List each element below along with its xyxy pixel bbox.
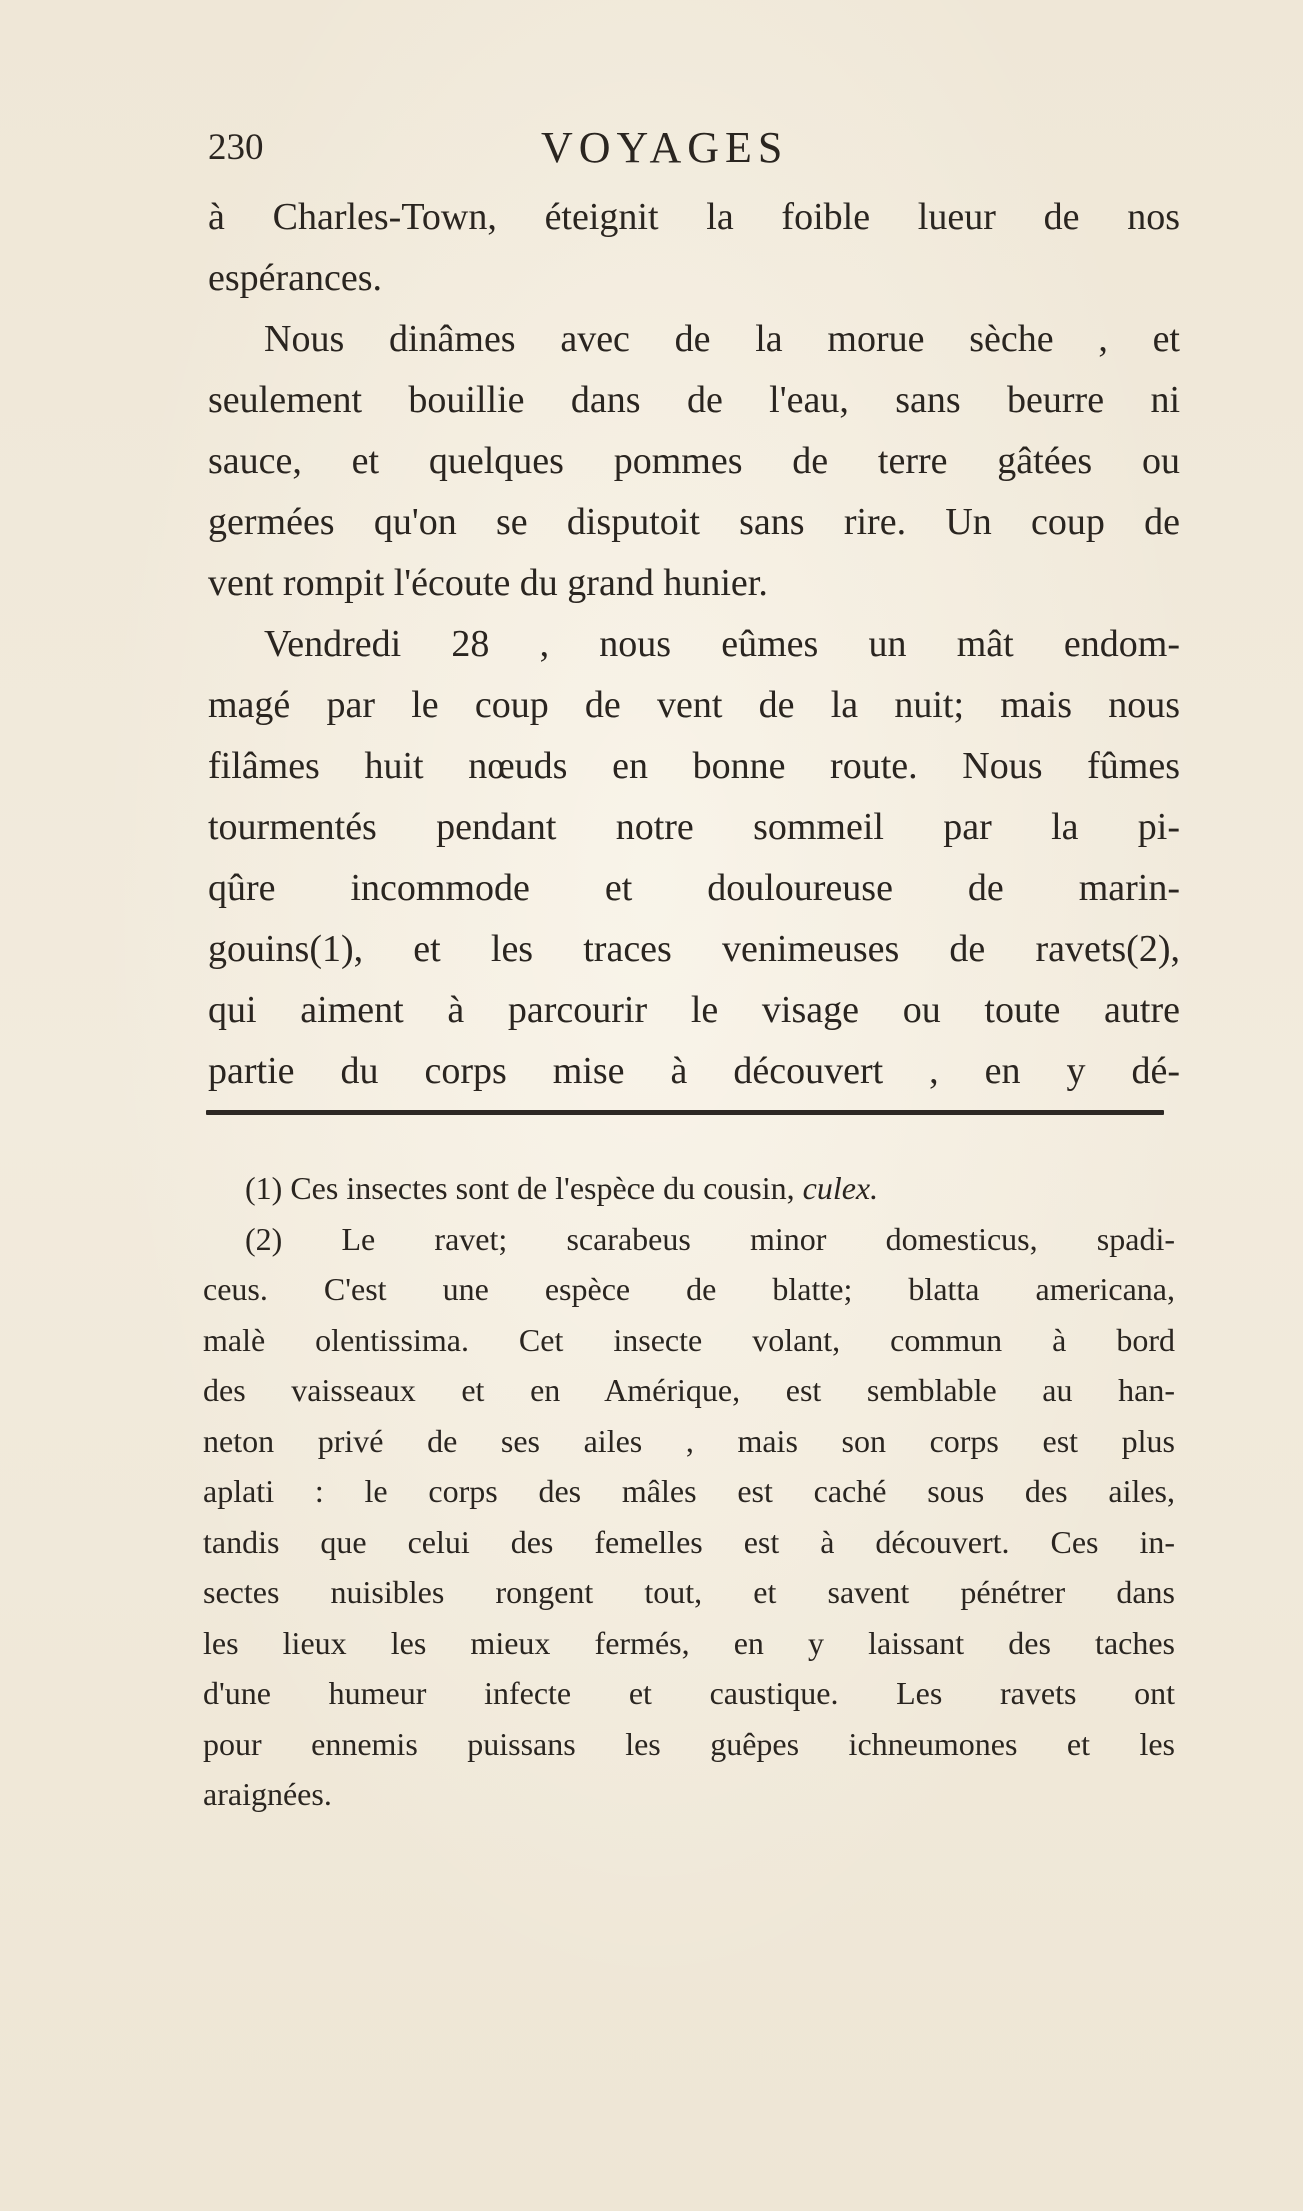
footnote-2-line: sectes nuisibles rongent tout, et savent pénétrer dans <box>203 1574 1175 1610</box>
text-line: magé par le coup de vent de la nuit; mais nous <box>208 684 1180 726</box>
text-line: filâmes huit nœuds en bonne route. Nous fûmes <box>208 745 1180 787</box>
footnote-2-line: aplati : le corps des mâles est caché sous des ailes, <box>203 1473 1175 1509</box>
footnote-2-line: tandis que celui des femelles est à découvert. Ces in- <box>203 1523 1175 1560</box>
footnote-2-line: ceus. C'est une espèce de blatte; blatta americana, <box>203 1271 1175 1307</box>
footnote-2-line: des vaisseaux et en Amérique, est semblable au han- <box>203 1372 1175 1408</box>
text-line: gouins(1), et les traces venimeuses de ravets(2), <box>208 928 1180 970</box>
text-line: sauce, et quelques pommes de terre gâtées ou <box>208 440 1180 482</box>
footnote-2-line: d'une humeur infecte et caustique. Les ravets ont <box>203 1675 1175 1711</box>
text-line: espérances. <box>208 257 383 299</box>
text-line: qui aiment à parcourir le visage ou toute autre <box>208 989 1180 1031</box>
footnote-2-line: malè olentissima. Cet insecte volant, commun à bord <box>203 1321 1175 1358</box>
page-header <box>208 118 870 178</box>
footnote-2-line: pour ennemis puissans les guêpes ichneumones et les <box>203 1725 1175 1762</box>
footnote-1 <box>203 1163 1175 1214</box>
footnote-2-line: (2) Le ravet; scarabeus minor domesticus, spadi- <box>245 1220 1175 1257</box>
footnote-2-line: les lieux les mieux fermés, en y laissant des taches <box>203 1624 1175 1661</box>
footnote-1-text: (1) Ces insectes sont de l'espèce du cousin, <box>245 1170 803 1206</box>
text-line: partie du corps mise à découvert , en y dé- <box>208 1050 1180 1092</box>
footnote-divider <box>206 1110 1164 1115</box>
running-title: VOYAGES <box>541 123 789 172</box>
text-line: Vendredi 28 , nous eûmes un mât endom- <box>264 623 1180 665</box>
text-line: germées qu'on se disputoit sans rire. Un coup de <box>208 501 1180 543</box>
text-line: qûre incommode et douloureuse de marin- <box>208 867 1180 909</box>
text-line: vent rompit l'écoute du grand hunier. <box>208 562 768 604</box>
footnote-2-line: araignées. <box>203 1776 332 1812</box>
text-line: seulement bouillie dans de l'eau, sans beurre ni <box>208 379 1180 421</box>
text-line: à Charles-Town, éteignit la foible lueur de nos <box>208 196 1180 238</box>
page-number: 230 <box>208 127 264 168</box>
main-text <box>208 187 1180 1102</box>
text-line: tourmentés pendant notre sommeil par la pi- <box>208 806 1180 848</box>
footnote-1-italic: culex. <box>802 1170 879 1206</box>
footnotes <box>203 1163 1175 1820</box>
footnote-2-line: neton privé de ses ailes , mais son corps est plus <box>203 1422 1175 1459</box>
text-line: Nous dinâmes avec de la morue sèche , et <box>264 318 1180 360</box>
